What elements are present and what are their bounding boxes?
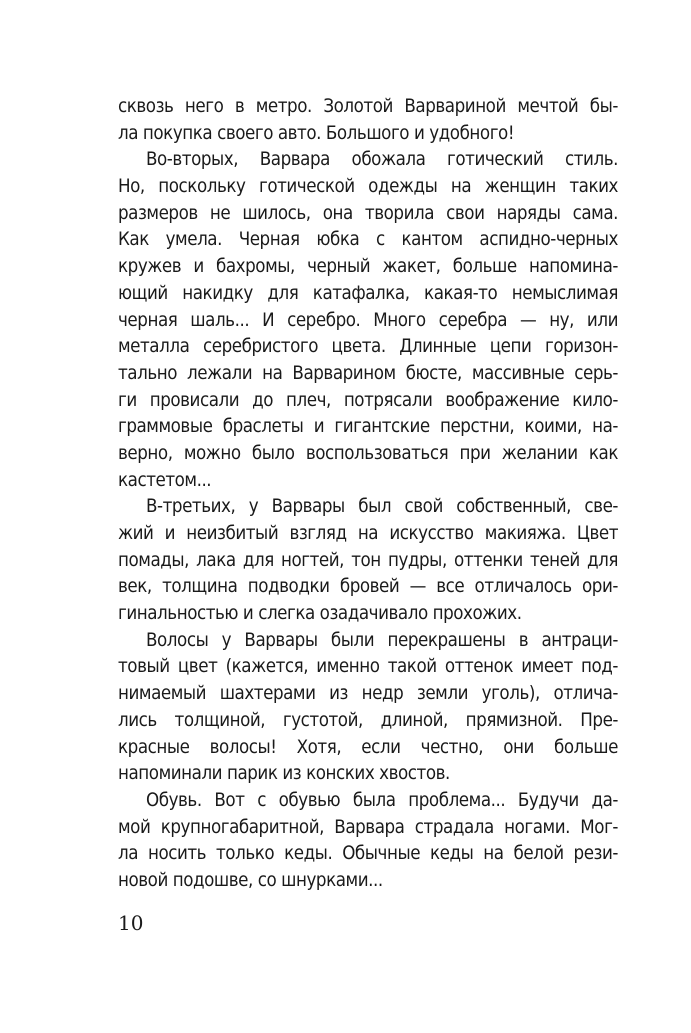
text-line: В-третьих, у Варвары был свой собственный, све-: [146, 496, 618, 518]
page-number: 10: [118, 911, 144, 935]
text-line: жий и неизбитый взгляд на искусство макияжа. Цвет: [118, 523, 618, 544]
text-line: новой подошве, со шнурками...: [118, 869, 383, 891]
text-line: товый цвет (кажется, именно такой оттенок имеет под-: [118, 656, 618, 678]
text-line: мой крупногабаритной, Варвара страдала ногами. Мог-: [118, 816, 618, 838]
text-line: кастетом...: [118, 469, 212, 491]
text-line: тально лежали на Варварином бюсте, массивные серь-: [118, 362, 618, 384]
text-line: размеров не шилось, она творила свои наряды сама.: [118, 202, 618, 224]
text-line: ющий накидку для катафалка, какая-то немыслимая: [118, 282, 618, 304]
text-line: кружев и бахромы, черный жакет, больше напомина-: [118, 256, 618, 278]
text-line: Но, поскольку готической одежды на женщин таких: [118, 176, 618, 198]
text-line: Волосы у Варвары были перекрашены в антраци-: [146, 629, 618, 651]
text-line: Во-вторых, Варвара обожала готический стиль.: [146, 149, 618, 171]
text-line: граммовые браслеты и гигантские перстни, коими, на-: [118, 416, 618, 438]
text-line: ги провисали до плеч, потрясали воображение кило-: [118, 389, 618, 411]
text-line: Обувь. Вот с обувью была проблема... Будучи да-: [146, 789, 618, 811]
text-line: верно, можно было воспользоваться при желании как: [118, 442, 618, 464]
text-line: помады, лака для ногтей, тон пудры, оттенки теней для: [118, 549, 618, 571]
text-line: Как умела. Черная юбка с кантом аспидно-черных: [118, 229, 618, 251]
text-line: лись толщиной, густотой, длиной, прямизной. Пре-: [118, 709, 618, 731]
text-line: ла покупка своего авто. Большого и удобного!: [118, 122, 515, 144]
text-line: металла серебристого цвета. Длинные цепи горизон-: [118, 336, 618, 358]
text-line: сквозь него в метро. Золотой Варвариной мечтой бы-: [118, 96, 618, 117]
text-line: черная шаль... И серебро. Много серебра — ну, или: [118, 309, 618, 331]
text-line: напоминали парик из конских хвостов.: [118, 763, 450, 785]
text-line: ла носить только кеды. Обычные кеды на белой рези-: [118, 843, 618, 865]
text-line: нимаемый шахтерами из недр земли уголь), отлича-: [118, 683, 618, 705]
text-line: красные волосы! Хотя, если честно, они больше: [118, 736, 618, 758]
text-line: гинальностью и слегка озадачивало прохожих.: [118, 603, 522, 625]
text-line: век, толщина подводки бровей — все отличалось ори-: [118, 576, 618, 598]
body-text: [118, 94, 618, 895]
